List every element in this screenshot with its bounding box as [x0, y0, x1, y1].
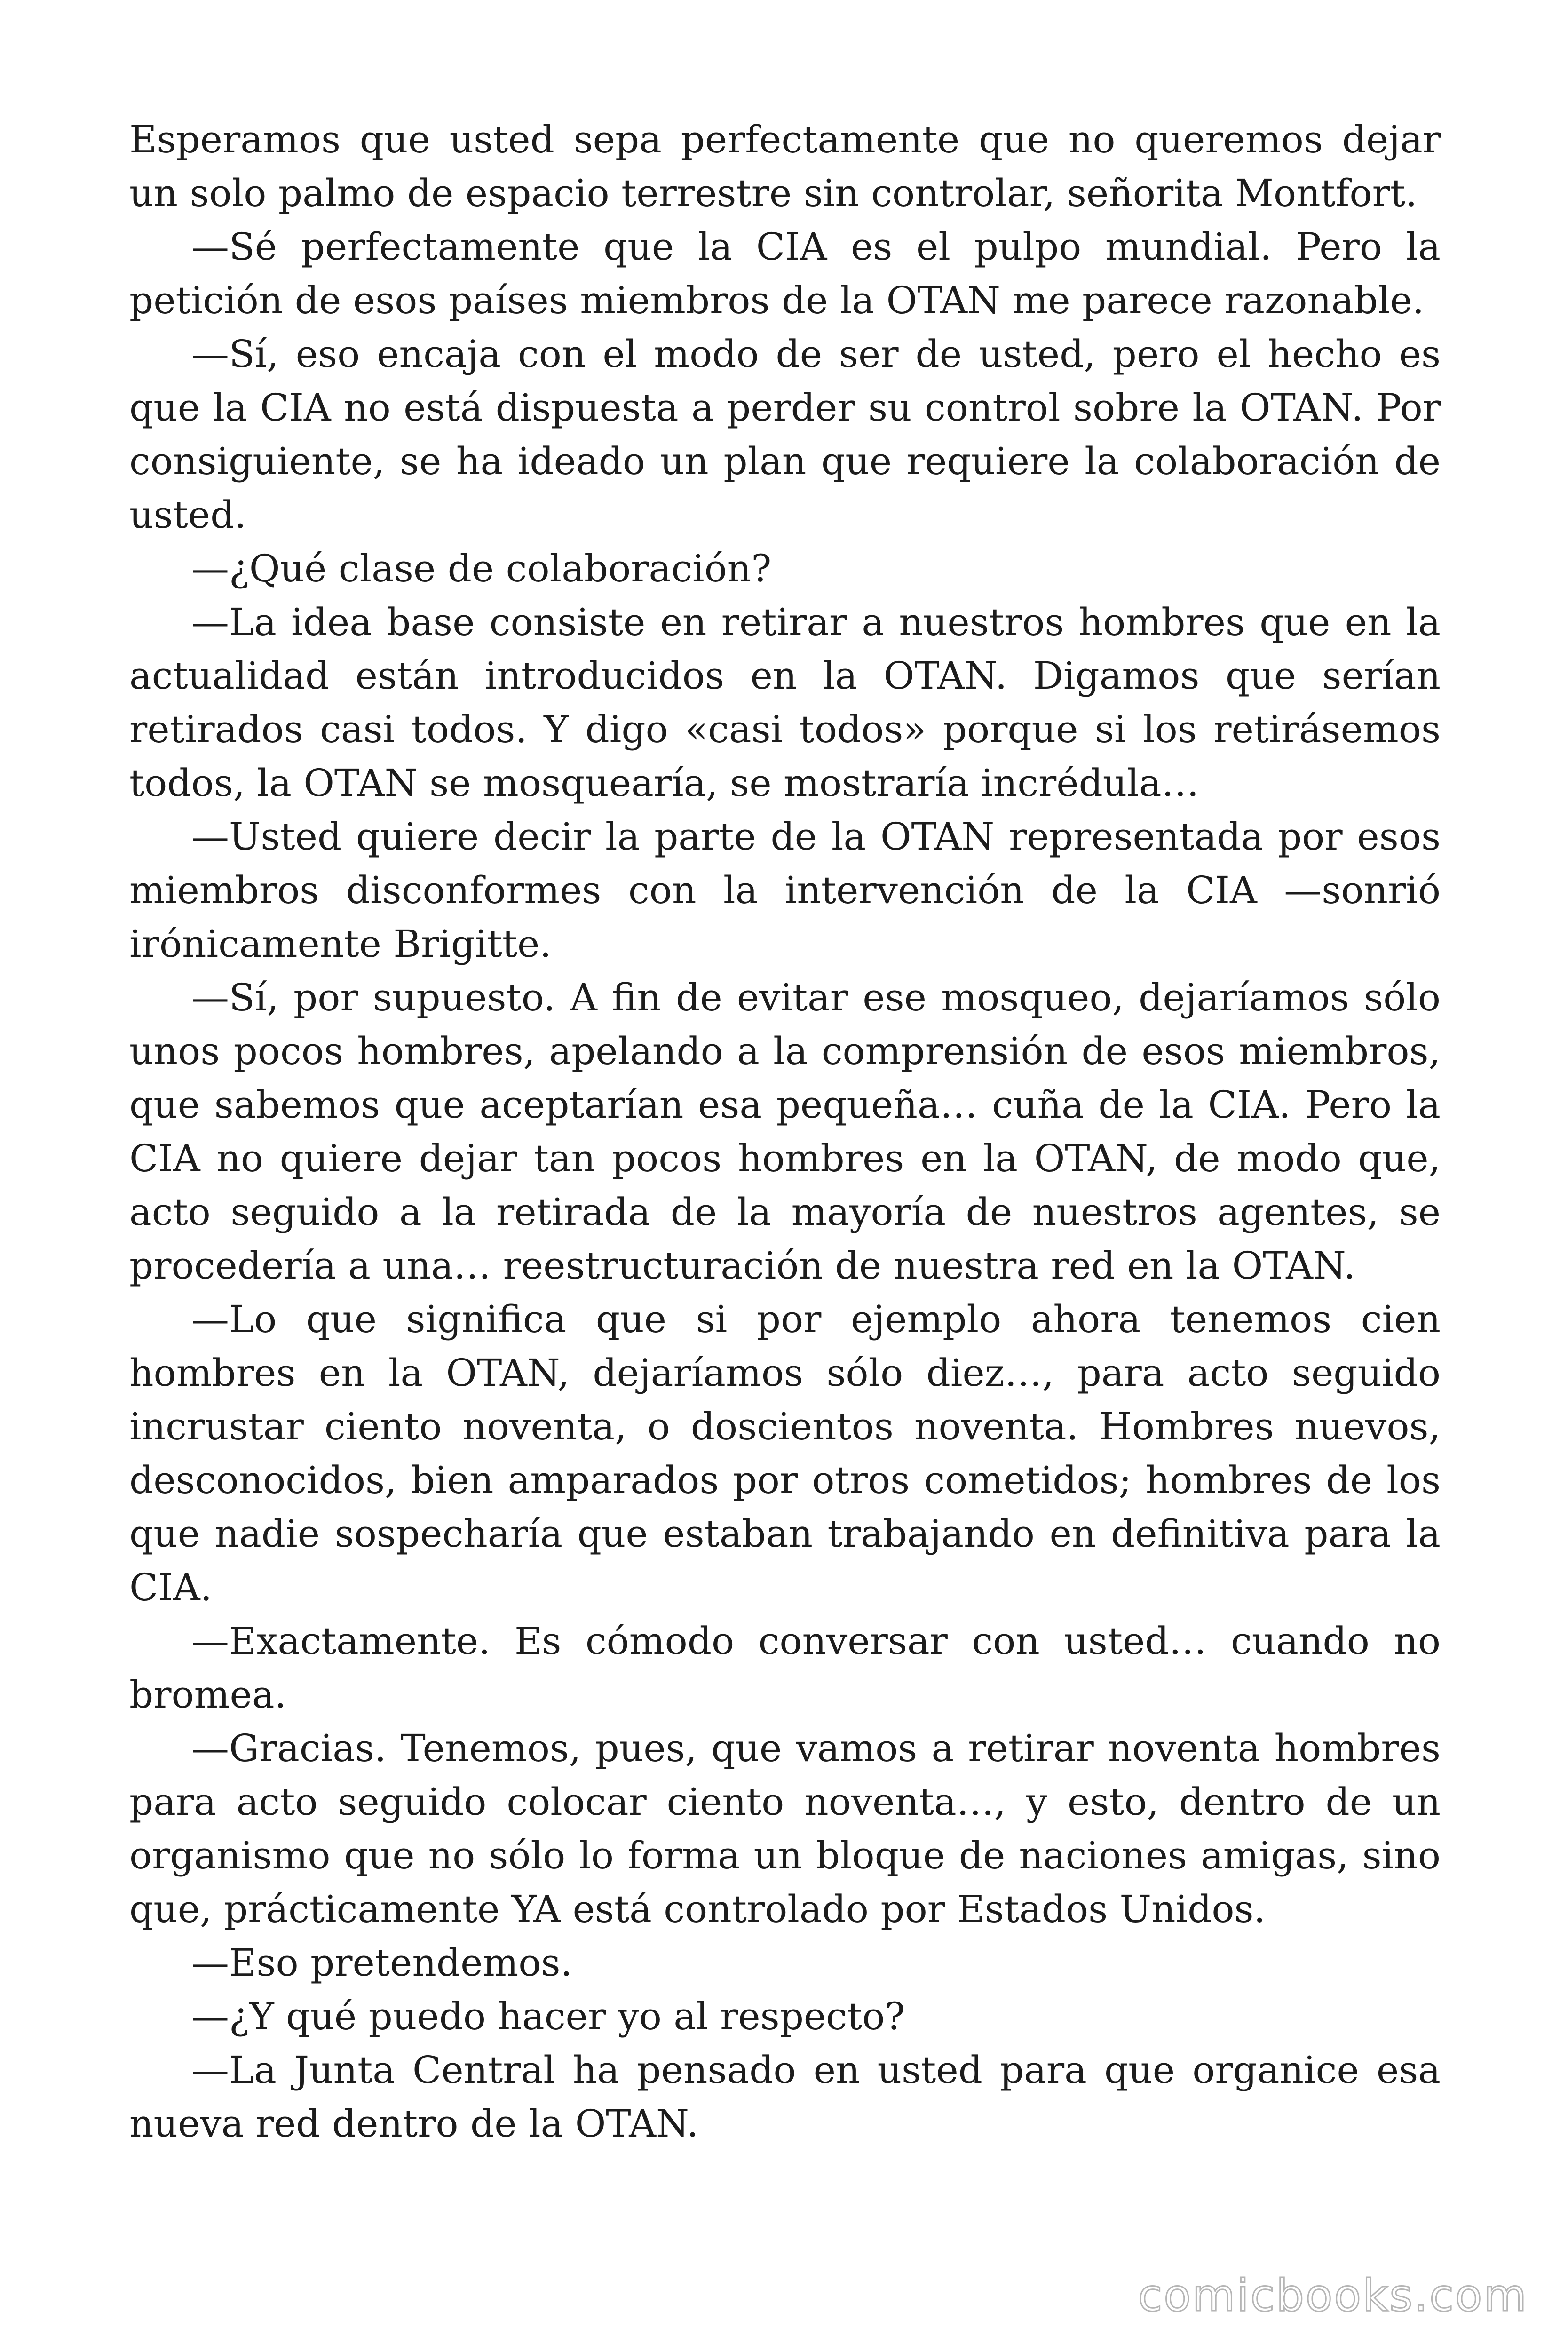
paragraph: —Eso pretendemos. [191, 1941, 572, 1985]
paragraph: —Exactamente. Es cómodo conversar con usted… cuando no bromea. [129, 1619, 1441, 1716]
paragraph: —Sí, por supuesto. A fin de evitar ese mosqueo, dejaríamos sólo unos pocos hombres, apelando a la comprensión de esos miembros, que sabemos que aceptarían esa pequeña… cuña de la CIA. Pero la CIA no quiere dejar tan pocos hombres en la OTAN, de modo que, acto seguido a la retirada de la mayoría de nuestros agentes, se procedería a una… reestructuración de nuestra red en la OTAN. [129, 976, 1441, 1287]
paragraph: —La idea base consiste en retirar a nuestros hombres que en la actualidad están introducidos en la OTAN. Digamos que serían retirados casi todos. Y digo «casi todos» porque si los retirásemos todos, la OTAN se mosquearía, se mostraría incrédula… [129, 600, 1441, 805]
paragraph: Esperamos que usted sepa perfectamente que no queremos dejar un solo palmo de espacio terrestre sin controlar, señorita Montfort. [129, 118, 1441, 215]
paragraph: —Sí, eso encaja con el modo de ser de usted, pero el hecho es que la CIA no está dispuesta a perder su control sobre la OTAN. Por consiguiente, se ha ideado un plan que requiere la colaboración de usted. [129, 332, 1441, 537]
paragraph: —¿Y qué puedo hacer yo al respecto? [191, 1994, 905, 2038]
paragraph: —Usted quiere decir la parte de la OTAN representada por esos miembros disconformes con la intervención de la CIA —sonrió irónicamente Brigitte. [129, 815, 1441, 966]
paragraph: —Lo que significa que si por ejemplo ahora tenemos cien hombres en la OTAN, dejaríamos sólo diez…, para acto seguido incrustar ciento noventa, o doscientos noventa. Hombres nuevos, desconocidos, bien amparados por otros cometidos; hombres de los que nadie sospecharía que estaban trabajando en definitiva para la CIA. [129, 1297, 1441, 1609]
paragraph: —¿Qué clase de colaboración? [191, 547, 772, 590]
paragraph: —Gracias. Tenemos, pues, que vamos a retirar noventa hombres para acto seguido colocar ciento noventa…, y esto, dentro de un organismo que no sólo lo forma un bloque de naciones amigas, sino que, prácticamente YA está controlado por Estados Unidos. [129, 1726, 1441, 1931]
paragraph: —La Junta Central ha pensado en usted para que organice esa nueva red dentro de la OTAN. [129, 2048, 1441, 2145]
watermark: comicbooks.com [1138, 2270, 1528, 2321]
page-body [129, 113, 1441, 2151]
paragraph: —Sé perfectamente que la CIA es el pulpo mundial. Pero la petición de esos países miembros de la OTAN me parece razonable. [129, 225, 1441, 322]
body-text [129, 113, 1441, 2151]
